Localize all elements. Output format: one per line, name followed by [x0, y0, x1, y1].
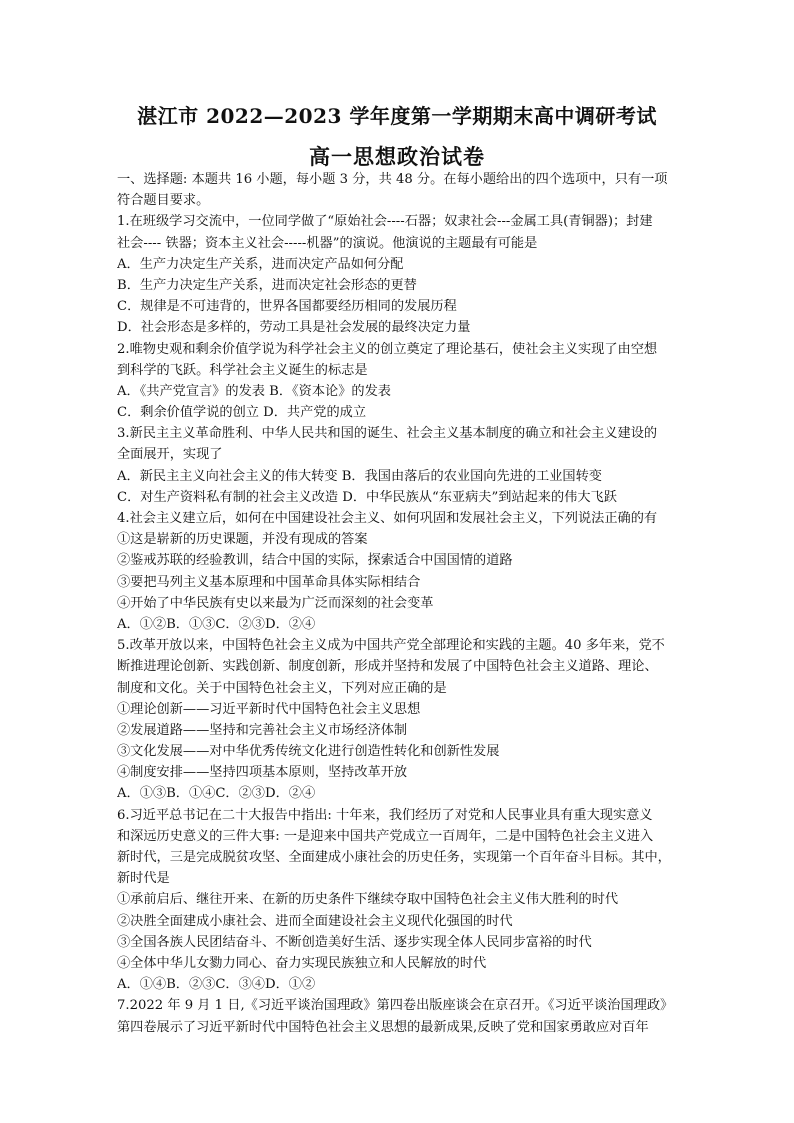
text-line: A．《共产党宣言》的发表 B．《资本论》的发表	[117, 383, 391, 399]
exam-title: 湛江市 2022—2023 学年度第一学期期末高中调研考试	[137, 104, 657, 128]
exam-subtitle: 高一思想政治试卷	[309, 144, 485, 169]
text-line: A．生产力决定生产关系，进而决定产品如何分配	[117, 256, 404, 272]
text-line: A．①④B．②③C．③④D．①②	[117, 977, 316, 993]
text-line: ②发展道路——坚持和完善社会主义市场经济体制	[117, 722, 408, 738]
text-line: ④全体中华儿女勠力同心、奋力实现民族独立和人民解放的时代	[117, 955, 487, 971]
text-line: 新时代是	[117, 871, 170, 887]
text-line: 到科学的飞跃。科学社会主义诞生的标志是	[117, 362, 368, 378]
text-line: 符合题目要求。	[117, 193, 210, 209]
text-line: A．新民主主义向社会主义的伟大转变 B．我国由落后的农业国向先进的工业国转变	[117, 468, 602, 484]
text-line: 7.2022 年 9 月 1 日,《习近平谈治国理政》第四卷出版座谈会在京召开。《习近平谈治国理政》	[117, 998, 674, 1014]
text-line: C．对生产资料私有制的社会主义改造 D．中华民族从“东亚病夫”到站起来的伟大飞跃	[117, 489, 617, 505]
text-line: 第四卷展示了习近平新时代中国特色社会主义思想的最新成果,反映了党和国家勇敢应对百年	[117, 1019, 649, 1035]
text-line: ②决胜全面建成小康社会、进而全面建设社会主义现代化强国的时代	[117, 913, 513, 929]
text-line: 4.社会主义建立后，如何在中国建设社会主义、如何巩固和发展社会主义，下列说法正确的有	[117, 511, 658, 526]
text-line: ③文化发展——对中华优秀传统文化进行创造性转化和创新性发展	[117, 744, 500, 760]
text-line: 制度和文化。关于中国特色社会主义，下列对应正确的是	[117, 680, 447, 696]
text-line: 和深远历史意义的三件大事: 一是迎来中国共产党成立一百周年，二是中国特色社会主义进入	[117, 828, 654, 844]
text-line: A．①②B．①③C．②③D．②④	[117, 616, 316, 632]
text-line: C．规律是不可违背的，世界各国都要经历相同的发展历程	[117, 299, 457, 315]
text-line: 新时代，三是完成脱贫攻坚、全面建成小康社会的历史任务，实现第一个百年奋斗目标。其中，	[117, 850, 671, 865]
text-line: 断推进理论创新、实践创新、制度创新，形成并坚持和发展了中国特色社会主义道路、理论、	[117, 659, 658, 675]
text-line: A．①③B．①④C．②③D．②④	[117, 786, 316, 802]
text-line: B．生产力决定生产关系，进而决定社会形态的更替	[117, 277, 417, 293]
text-line: ④开始了中华民族有史以来最为广泛而深刻的社会变革	[117, 595, 434, 611]
text-line: 1.在班级学习交流中，一位同学做了“原始社会----石器；奴隶社会---金属工具(青铜器)；封建	[117, 214, 653, 230]
text-line: 6.习近平总书记在二十大报告中指出: 十年来，我们经历了对党和人民事业具有重大现实意义	[117, 807, 653, 823]
text-line: D．社会形态是多样的，劳动工具是社会发展的最终决定力量	[117, 320, 471, 336]
exam-body	[117, 169, 683, 1038]
text-line: 一、选择题: 本题共 16 小题，每小题 3 分，共 48 分。在每小题给出的四个选项中，只有一项	[117, 172, 668, 187]
text-line: 3.新民主主义革命胜利、中华人民共和国的诞生、社会主义基本制度的确立和社会主义建设的	[117, 426, 658, 442]
text-line: ④制度安排——坚持四项基本原则，坚持改革开放	[117, 765, 408, 781]
text-line: ③全国各族人民团结奋斗、不断创造美好生活、逐步实现全体人民同步富裕的时代	[117, 934, 592, 950]
text-line: 5.改革开放以来，中国特色社会主义成为中国共产党全部理论和实践的主题。40 多年来，党不	[117, 638, 665, 654]
text-line: 全面展开，实现了	[117, 447, 223, 463]
text-line: ①理论创新——习近平新时代中国特色社会主义思想	[117, 701, 421, 717]
text-line: ①这是崭新的历史课题，并没有现成的答案	[117, 532, 368, 548]
text-line: C．剩余价值学说的创立 D．共产党的成立	[117, 405, 367, 421]
text-line: ③要把马列主义基本原理和中国革命具体实际相结合	[117, 574, 421, 590]
text-line: ②鉴戒苏联的经验教训，结合中国的实际，探索适合中国国情的道路	[117, 553, 513, 569]
text-line: 2.唯物史观和剩余价值学说为科学社会主义的创立奠定了理论基石，使社会主义实现了由空想	[117, 341, 658, 357]
text-line: ①承前启后、继往开来、在新的历史条件下继续夺取中国特色社会主义伟大胜利的时代	[117, 892, 619, 908]
text-line: 社会---- 铁器；资本主义社会-----机器”的演说。他演说的主题最有可能是	[117, 235, 538, 251]
